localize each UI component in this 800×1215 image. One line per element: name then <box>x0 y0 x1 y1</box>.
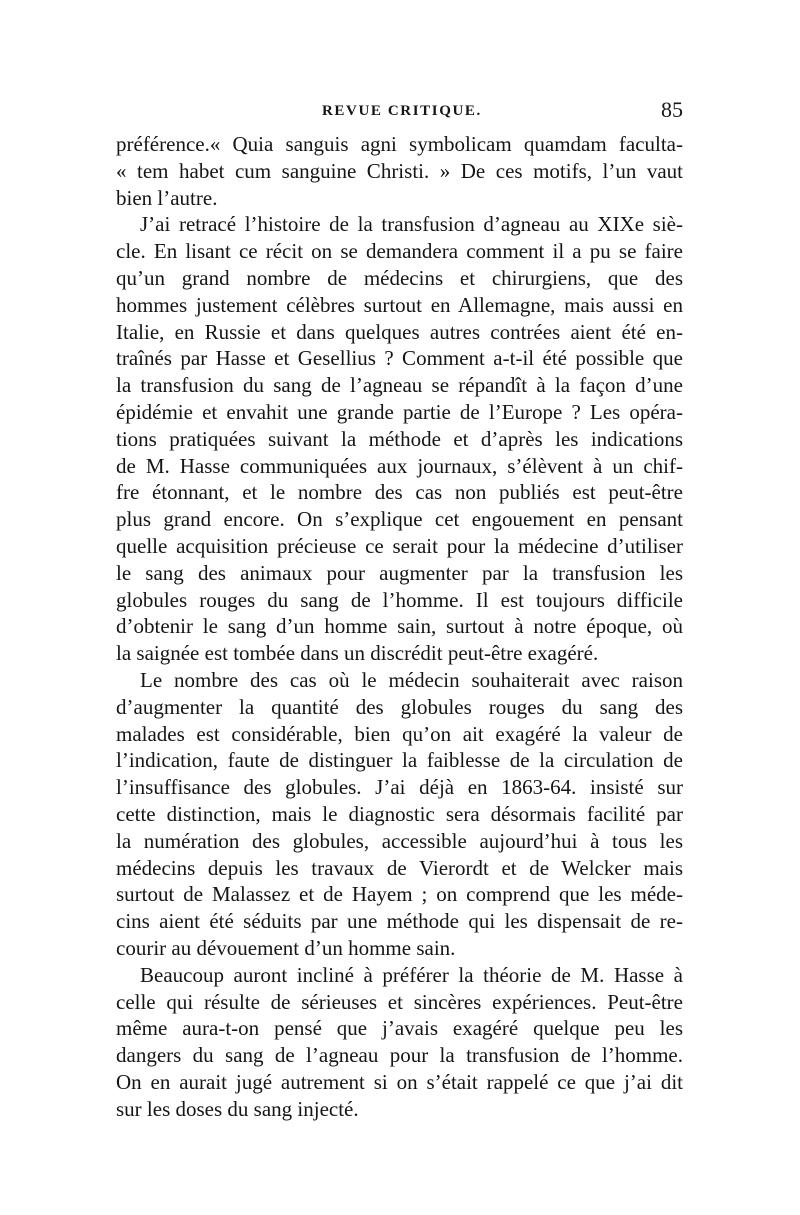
text-line: Beaucoup auront incliné à préférer la théorie de M. Hasse à <box>140 962 683 987</box>
text-line: celle qui résulte de sérieuses et sincères expériences. Peut-être <box>116 989 683 1014</box>
text-line: Italie, en Russie et dans quelques autres contrées aient été en- <box>116 319 683 344</box>
text-line: cle. En lisant ce récit on se demandera comment il a pu se faire <box>116 239 683 264</box>
body-text <box>116 131 683 1122</box>
text-line: cette distinction, mais le diagnostic sera désormais facilité par <box>116 801 683 826</box>
text-line: même aura-t-on pensé que j’avais exagéré quelque peu les <box>116 1016 683 1041</box>
text-line: la numération des globules, accessible aujourd’hui à tous les <box>116 828 683 853</box>
text-line: épidémie et envahit une grande partie de l’Europe ? Les opéra- <box>116 399 683 424</box>
text-line: médecins depuis les travaux de Vierordt et de Welcker mais <box>116 855 683 880</box>
text-line: globules rouges du sang de l’homme. Il est toujours difficile <box>116 587 683 612</box>
text-line: le sang des animaux pour augmenter par la transfusion les <box>116 560 683 585</box>
text-line: plus grand encore. On s’explique cet engouement en pensant <box>116 507 683 532</box>
page-number: 85 <box>661 97 683 122</box>
running-title: REVUE CRITIQUE. <box>322 103 482 119</box>
text-line: hommes justement célèbres surtout en Allemagne, mais aussi en <box>116 292 683 317</box>
text-line: bien l’autre. <box>116 185 218 210</box>
text-line: sur les doses du sang injecté. <box>116 1096 359 1121</box>
text-line: Le nombre des cas où le médecin souhaiterait avec raison <box>140 667 683 692</box>
text-line: d’augmenter la quantité des globules rouges du sang des <box>116 694 683 719</box>
text-line: traînés par Hasse et Gesellius ? Comment a-t-il été possible que <box>116 346 683 371</box>
text-line: « tem habet cum sanguine Christi. » De ces motifs, l’un vaut <box>116 158 683 183</box>
text-line: courir au dévouement d’un homme sain. <box>116 935 456 960</box>
text-line: d’obtenir le sang d’un homme sain, surtout à notre époque, où <box>116 614 683 639</box>
text-line: tions pratiquées suivant la méthode et d’après les indications <box>116 426 683 451</box>
text-line: l’indication, faute de distinguer la faiblesse de la circulation de <box>116 748 683 773</box>
text-line: la saignée est tombée dans un discrédit peut-être exagéré. <box>116 641 599 666</box>
text-line: On en aurait jugé autrement si on s’était rappelé ce que j’ai dit <box>116 1069 683 1094</box>
text-line: surtout de Malassez et de Hayem ; on comprend que les méde- <box>116 882 683 907</box>
text-line: quelle acquisition précieuse ce serait pour la médecine d’utiliser <box>116 533 683 558</box>
text-line: dangers du sang de l’agneau pour la transfusion de l’homme. <box>116 1043 683 1068</box>
text-line: la transfusion du sang de l’agneau se répandît à la façon d’une <box>116 373 683 398</box>
text-line: préférence.« Quia sanguis agni symbolicam quamdam faculta- <box>116 132 683 156</box>
text-line: l’insuffisance des globules. J’ai déjà en 1863-64. insisté sur <box>116 775 683 800</box>
text-line: fre étonnant, et le nombre des cas non publiés est peut-être <box>116 480 683 505</box>
text-line: J’ai retracé l’histoire de la transfusion d’agneau au XIXe siè- <box>140 212 683 237</box>
text-line: de M. Hasse communiquées aux journaux, s’élèvent à un chif- <box>116 453 683 478</box>
text-line: cins aient été séduits par une méthode qui les dispensait de re- <box>116 909 683 934</box>
text-line: qu’un grand nombre de médecins et chirurgiens, que des <box>116 265 683 290</box>
page-header <box>116 97 683 127</box>
text-line: malades est considérable, bien qu’on ait exagéré la valeur de <box>116 721 683 746</box>
